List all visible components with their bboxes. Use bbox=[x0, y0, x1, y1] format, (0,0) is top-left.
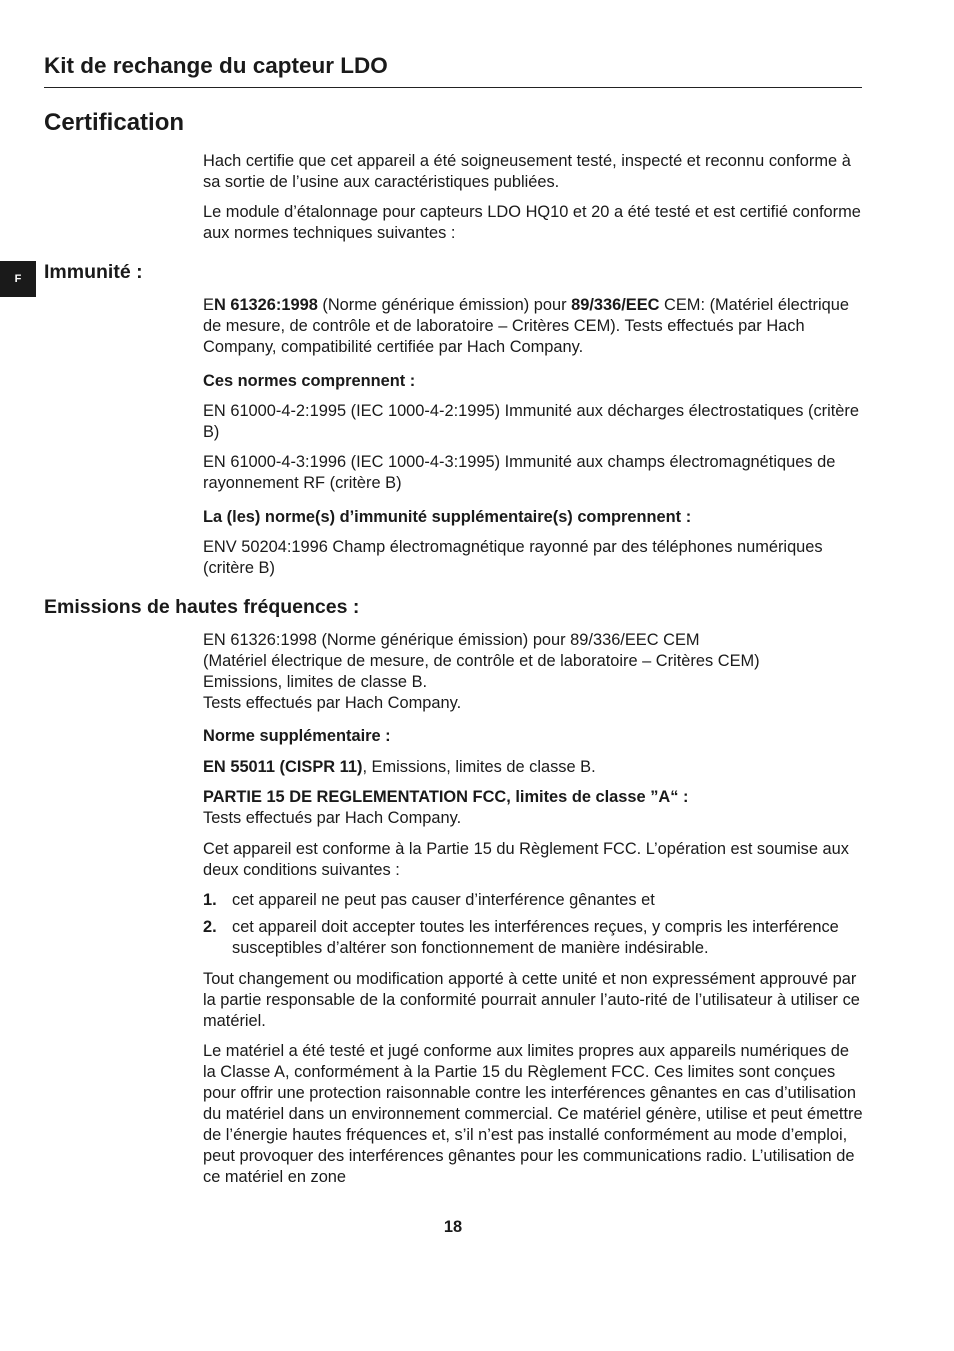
class-a-paragraph: Le matériel a été testé et jugé conforme aux limites propres aux appareils numériques de la Classe A, conformément à la Partie 15 du Règlement FCC. Ces limites sont conçues pour offrir une protection raisonnable contre les interférences gênantes en cas d’utilisation du matériel dans un environnement commercial. Ce matériel génère, utilise et peut émettre de l’énergie hautes fréquences et, s’il n’est pas installé conformément au mode d’emploi, peut provoquer des interférences gênantes pour les communications radio. L’utilisation de ce matériel en zone bbox=[203, 1042, 863, 1186]
immunity-standard-paragraph bbox=[203, 295, 863, 358]
fcc-part15-title: PARTIE 15 DE REGLEMENTATION FCC, limites de classe ”A“ : bbox=[203, 788, 689, 806]
intro-paragraph-2: Le module d’étalonnage pour capteurs LDO HQ10 et 20 a été testé et est certifié conforme aux normes techniques suivantes : bbox=[203, 203, 861, 242]
emissions-line-3: Emissions, limites de classe B. bbox=[203, 673, 428, 691]
modification-warning-paragraph: Tout changement ou modification apporté à cette unité et non expressément approuvé par la partie responsable de la conformité pourrait annuler l’auto-rité de l’utilisateur à utiliser ce matériel. bbox=[203, 970, 860, 1030]
section-title: Certification bbox=[44, 109, 185, 136]
immunity-std-prefix: E bbox=[203, 296, 214, 314]
list-item-text: cet appareil ne peut pas causer d’interférence gênantes et bbox=[232, 891, 655, 909]
immunity-standard-telephones: ENV 50204:1996 Champ électromagnétique rayonné par des téléphones numériques (critère B) bbox=[203, 538, 823, 577]
language-tab: F bbox=[0, 261, 36, 297]
emissions-supplementary-label: Norme supplémentaire : bbox=[203, 727, 391, 745]
en55011-line bbox=[203, 757, 863, 778]
list-item-text: cet appareil doit accepter toutes les interférences reçues, y compris les interférence susceptibles d’altérer son fonctionnement de manière indésirable. bbox=[232, 918, 839, 957]
list-item bbox=[203, 890, 863, 911]
document-header-title: Kit de rechange du capteur LDO bbox=[44, 53, 388, 78]
immunity-extra-label: La (les) norme(s) d’immunité supplémentaire(s) comprennent : bbox=[203, 508, 692, 526]
immunity-includes-label: Ces normes comprennent : bbox=[203, 372, 416, 390]
emissions-line-4: Tests effectués par Hach Company. bbox=[203, 694, 462, 712]
intro-paragraph-1: Hach certifie que cet appareil a été soigneusement testé, inspecté et reconnu conforme à sa sortie de l’usine aux caractéristiques publiées. bbox=[203, 152, 851, 191]
immunity-std-rest: CEM: (Matériel électrique de mesure, de contrôle et de laboratoire – Critères CEM). Tests effectués par Hach Company, compatibilité certifiée par Hach Company. bbox=[203, 296, 849, 356]
list-item-number: 2. bbox=[203, 918, 217, 936]
immunity-std-directive: 89/336/EEC bbox=[571, 296, 660, 314]
emissions-heading: Emissions de hautes fréquences : bbox=[44, 596, 360, 618]
emissions-line-2: (Matériel électrique de mesure, de contrôle et de laboratoire – Critères CEM) bbox=[203, 652, 760, 670]
list-item bbox=[203, 917, 863, 959]
immunity-standard-radiated: EN 61000-4-3:1996 (IEC 1000-4-3:1995) Immunité aux champs électromagnétiques de rayonnement RF (critère B) bbox=[203, 453, 836, 492]
immunity-standard-electrostatic: EN 61000-4-2:1995 (IEC 1000-4-2:1995) Immunité aux décharges électrostatiques (critère B) bbox=[203, 402, 859, 441]
emissions-line-1: EN 61326:1998 (Norme générique émission) pour 89/336/EEC CEM bbox=[203, 631, 700, 649]
immunity-std-number: N 61326:1998 bbox=[213, 296, 318, 314]
fcc-compliance-paragraph: Cet appareil est conforme à la Partie 15 du Règlement FCC. L’opération est soumise aux deux conditions suivantes : bbox=[203, 840, 849, 879]
en55011-standard: EN 55011 (CISPR 11) bbox=[203, 758, 363, 776]
immunity-heading: Immunité : bbox=[44, 261, 143, 283]
page-number: 18 bbox=[443, 1218, 463, 1236]
fcc-tests-line: Tests effectués par Hach Company. bbox=[203, 809, 462, 827]
immunity-std-middle: (Norme générique émission) pour bbox=[317, 296, 572, 314]
en55011-description: , Emissions, limites de classe B. bbox=[362, 758, 596, 776]
list-item-number: 1. bbox=[203, 891, 217, 909]
header-rule bbox=[44, 87, 862, 88]
